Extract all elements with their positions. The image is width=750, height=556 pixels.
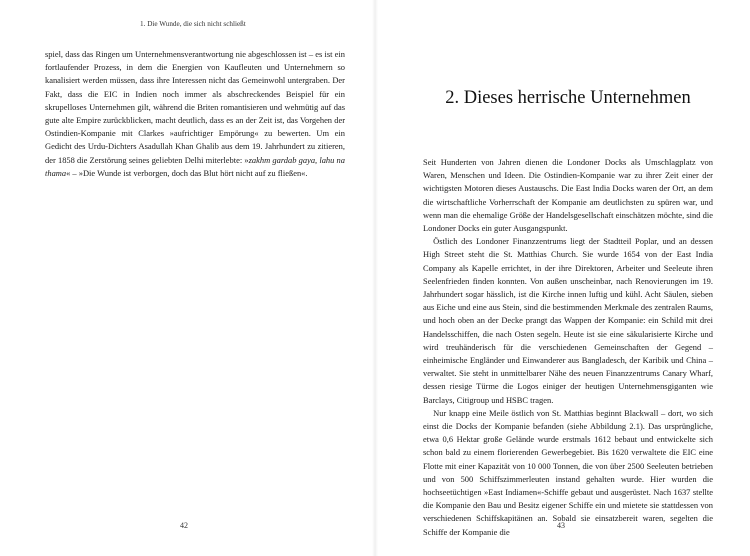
running-head: 1. Die Wunde, die sich nicht schließt [140, 20, 246, 28]
urdu-quote: zakhm gardab gaya, lahu na thama [45, 154, 345, 178]
page-number-left: 42 [180, 521, 188, 530]
chapter-title: 2. Dieses herrische Unternehmen [445, 88, 691, 108]
left-paragraph-text-b: « – »Die Wunde ist verborgen, doch das Blut hört nicht auf zu fließen«. [66, 167, 308, 178]
left-paragraph [45, 48, 345, 180]
right-page-body [423, 156, 713, 539]
right-paragraph-3: Nur knapp eine Meile östlich von St. Matthias beginnt Blackwall – dort, wo sich einst die Docks der Kompanie befanden (siehe Abbildung 2.1). Das ursprüngliche, etwa 0,6 Hektar große Gelände wurde erstmals 1612 bebaut und entwickelte sich schon bald zu einem florierenden Gewerbegebiet. Bis 1620 verwaltete die EIC eine Flotte mit einer Kapazität von 10 000 Tonnen, die von über 2500 Seeleuten betrieben und von 500 Schiffszimmerleuten instand gehalten wurde. Hier wurden die hochseetüchtigen »East Indiamen«-Schiffe gebaut und ausgerüstet. Nach 1637 stellte die Kompanie den Bau und Besitz eigener Schiffe ein und mietete sie stattdessen von verschiedenen Schiffskapitänen an. Sobald sie einsatzbereit waren, segelten die Schiffe der Kompanie die [423, 407, 713, 537]
book-gutter [372, 0, 378, 556]
left-paragraph-text-a: spiel, dass das Ringen um Unternehmensverantwortung nie abgeschlossen ist – es ist ein fortlaufender Prozess, in dem die Energien von Kaufleuten und Unternehmern so kanalisiert werden müssen, dass ihre Interessen nicht das Gemeinwohl untergraben. Der Fakt, dass die EIC in Indien noch immer als abschreckendes Beispiel für ein skrupelloses Unternehmen gilt, während die Briten romantisieren und wehmütig auf das gute alte Empire zurückblicken, macht deutlich, dass es an der Zeit ist, das Vorgehen der Ostindien-Kompanie mit Clarkes »aufrichtiger Empörung« zu bewerten. Um ein Gedicht des Urdu-Dichters Asadullah Khan Ghalib aus dem 19. Jahrhundert zu zitieren, der 1858 die Zerstörung seines geliebten Delhi miterlebte: » [45, 49, 345, 165]
page-number-right: 43 [557, 521, 565, 530]
left-page-body [45, 48, 345, 180]
right-paragraph-1: Seit Hunderten von Jahren dienen die Londoner Docks als Umschlagplatz von Waren, Menschen und Ideen. Die Ostindien-Kompanie war zu ihrer Zeit einer der wichtigsten Motoren dieses Austauschs. Die East India Docks waren der Ort, an dem die wirtschaftliche Vorherrschaft der Kompanie am deutlichsten zu spüren war, und wenn man die ehemalige Größe der Handelsgesellschaft einschätzen möchte, sind die Londoner Docks ein guter Ausgangspunkt. [423, 157, 713, 234]
right-paragraph-2: Östlich des Londoner Finanzzentrums liegt der Stadtteil Poplar, und an dessen High Street steht die St. Matthias Church. Sie wurde 1654 von der East India Company als Kapelle errichtet, in der ihre Direktoren, Arbeiter und Seeleute ihren Seelenfrieden finden konnten. Von außen unscheinbar, nach Renovierungen im 19. Jahrhundert sogar hässlich, ist die Kirche innen luftig und kühl. Acht Säulen, sieben aus Eiche und eine aus Stein, sind die bestimmenden Merkmale des zentralen Raums, und hoch oben an der Decke prangt das Wappen der Kompanie: ein Schild mit drei Handelsschiffen, die nach Osten segeln. Heute ist sie eine säkularisierte Kirche und wird treuhänderisch für die verschiedenen Gemeinschaften der Gegend – einheimische Engländer und Einwanderer aus Bangladesch, der Karibik und China – verwaltet. Sie steht in unmittelbarer Nähe des neuen Finanzzentrums Canary Wharf, dessen riesige Türme die Logos einiger der heutigen Unternehmensgiganten wie Barclays, Citigroup und HSBC tragen. [423, 236, 713, 405]
